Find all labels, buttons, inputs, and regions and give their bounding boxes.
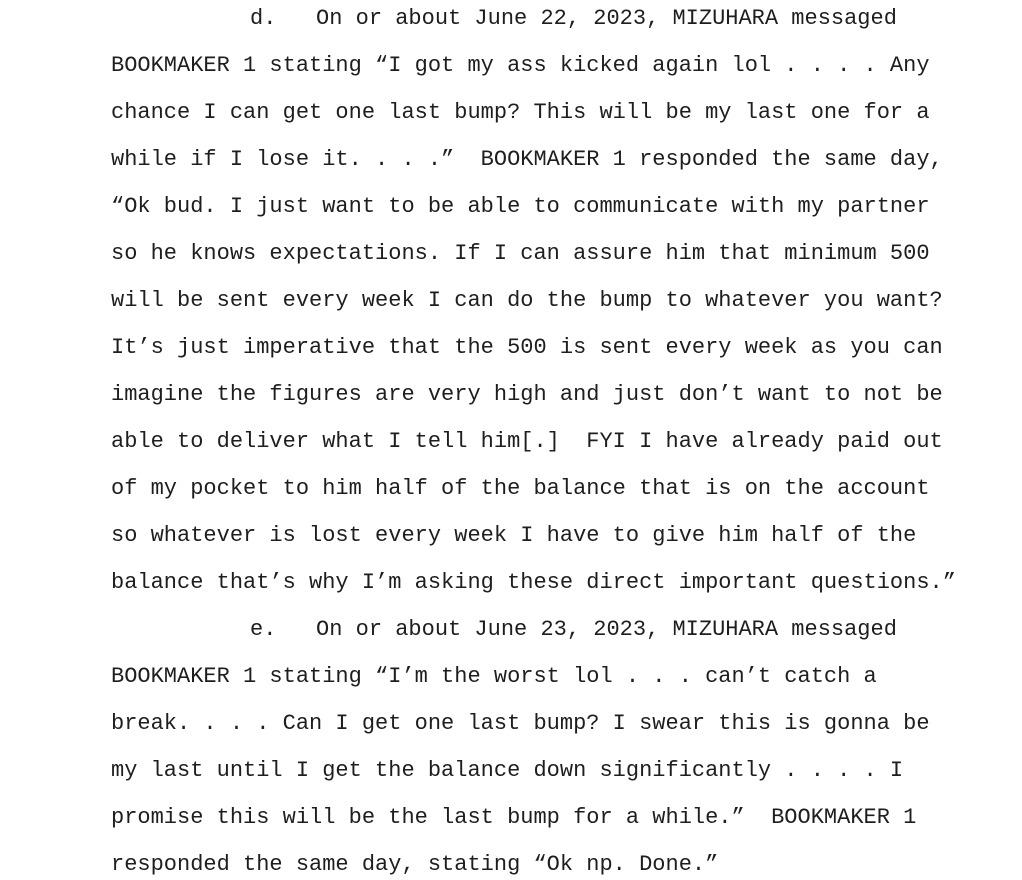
paragraph-d-line-1: d. On or about June 22, 2023, MIZUHARA messaged bbox=[250, 6, 897, 31]
paragraph-d-line-9: imagine the figures are very high and just don’t want to not be bbox=[111, 382, 943, 407]
paragraph-e-line-4: my last until I get the balance down significantly . . . . I bbox=[111, 758, 904, 783]
paragraph-d-line-7: will be sent every week I can do the bump to whatever you want? bbox=[111, 288, 943, 313]
paragraph-d-line-10: able to deliver what I tell him[.] FYI I have already paid out bbox=[111, 429, 943, 454]
paragraph-e-line-1: e. On or about June 23, 2023, MIZUHARA messaged bbox=[250, 617, 897, 642]
paragraph-d-line-12: so whatever is lost every week I have to give him half of the bbox=[111, 523, 917, 548]
paragraph-d-line-3: chance I can get one last bump? This will be my last one for a bbox=[111, 100, 930, 125]
paragraph-d-line-2: BOOKMAKER 1 stating “I got my ass kicked again lol . . . . Any bbox=[111, 53, 930, 78]
paragraph-d-line-8: It’s just imperative that the 500 is sent every week as you can bbox=[111, 335, 943, 360]
paragraph-e-line-3: break. . . . Can I get one last bump? I swear this is gonna be bbox=[111, 711, 930, 736]
paragraph-e-line-2: BOOKMAKER 1 stating “I’m the worst lol . . . can’t catch a bbox=[111, 664, 877, 689]
paragraph-d-line-13: balance that’s why I’m asking these direct important questions.” bbox=[111, 570, 956, 595]
paragraph-e-line-6: responded the same day, stating “Ok np. Done.” bbox=[111, 852, 719, 877]
paragraph-d-line-4: while if I lose it. . . .” BOOKMAKER 1 responded the same day, bbox=[111, 147, 943, 172]
paragraph-d-line-11: of my pocket to him half of the balance that is on the account bbox=[111, 476, 930, 501]
paragraph-e-line-5: promise this will be the last bump for a while.” BOOKMAKER 1 bbox=[111, 805, 917, 830]
paragraph-d-line-6: so he knows expectations. If I can assure him that minimum 500 bbox=[111, 241, 930, 266]
paragraph-d-line-5: “Ok bud. I just want to be able to communicate with my partner bbox=[111, 194, 930, 219]
